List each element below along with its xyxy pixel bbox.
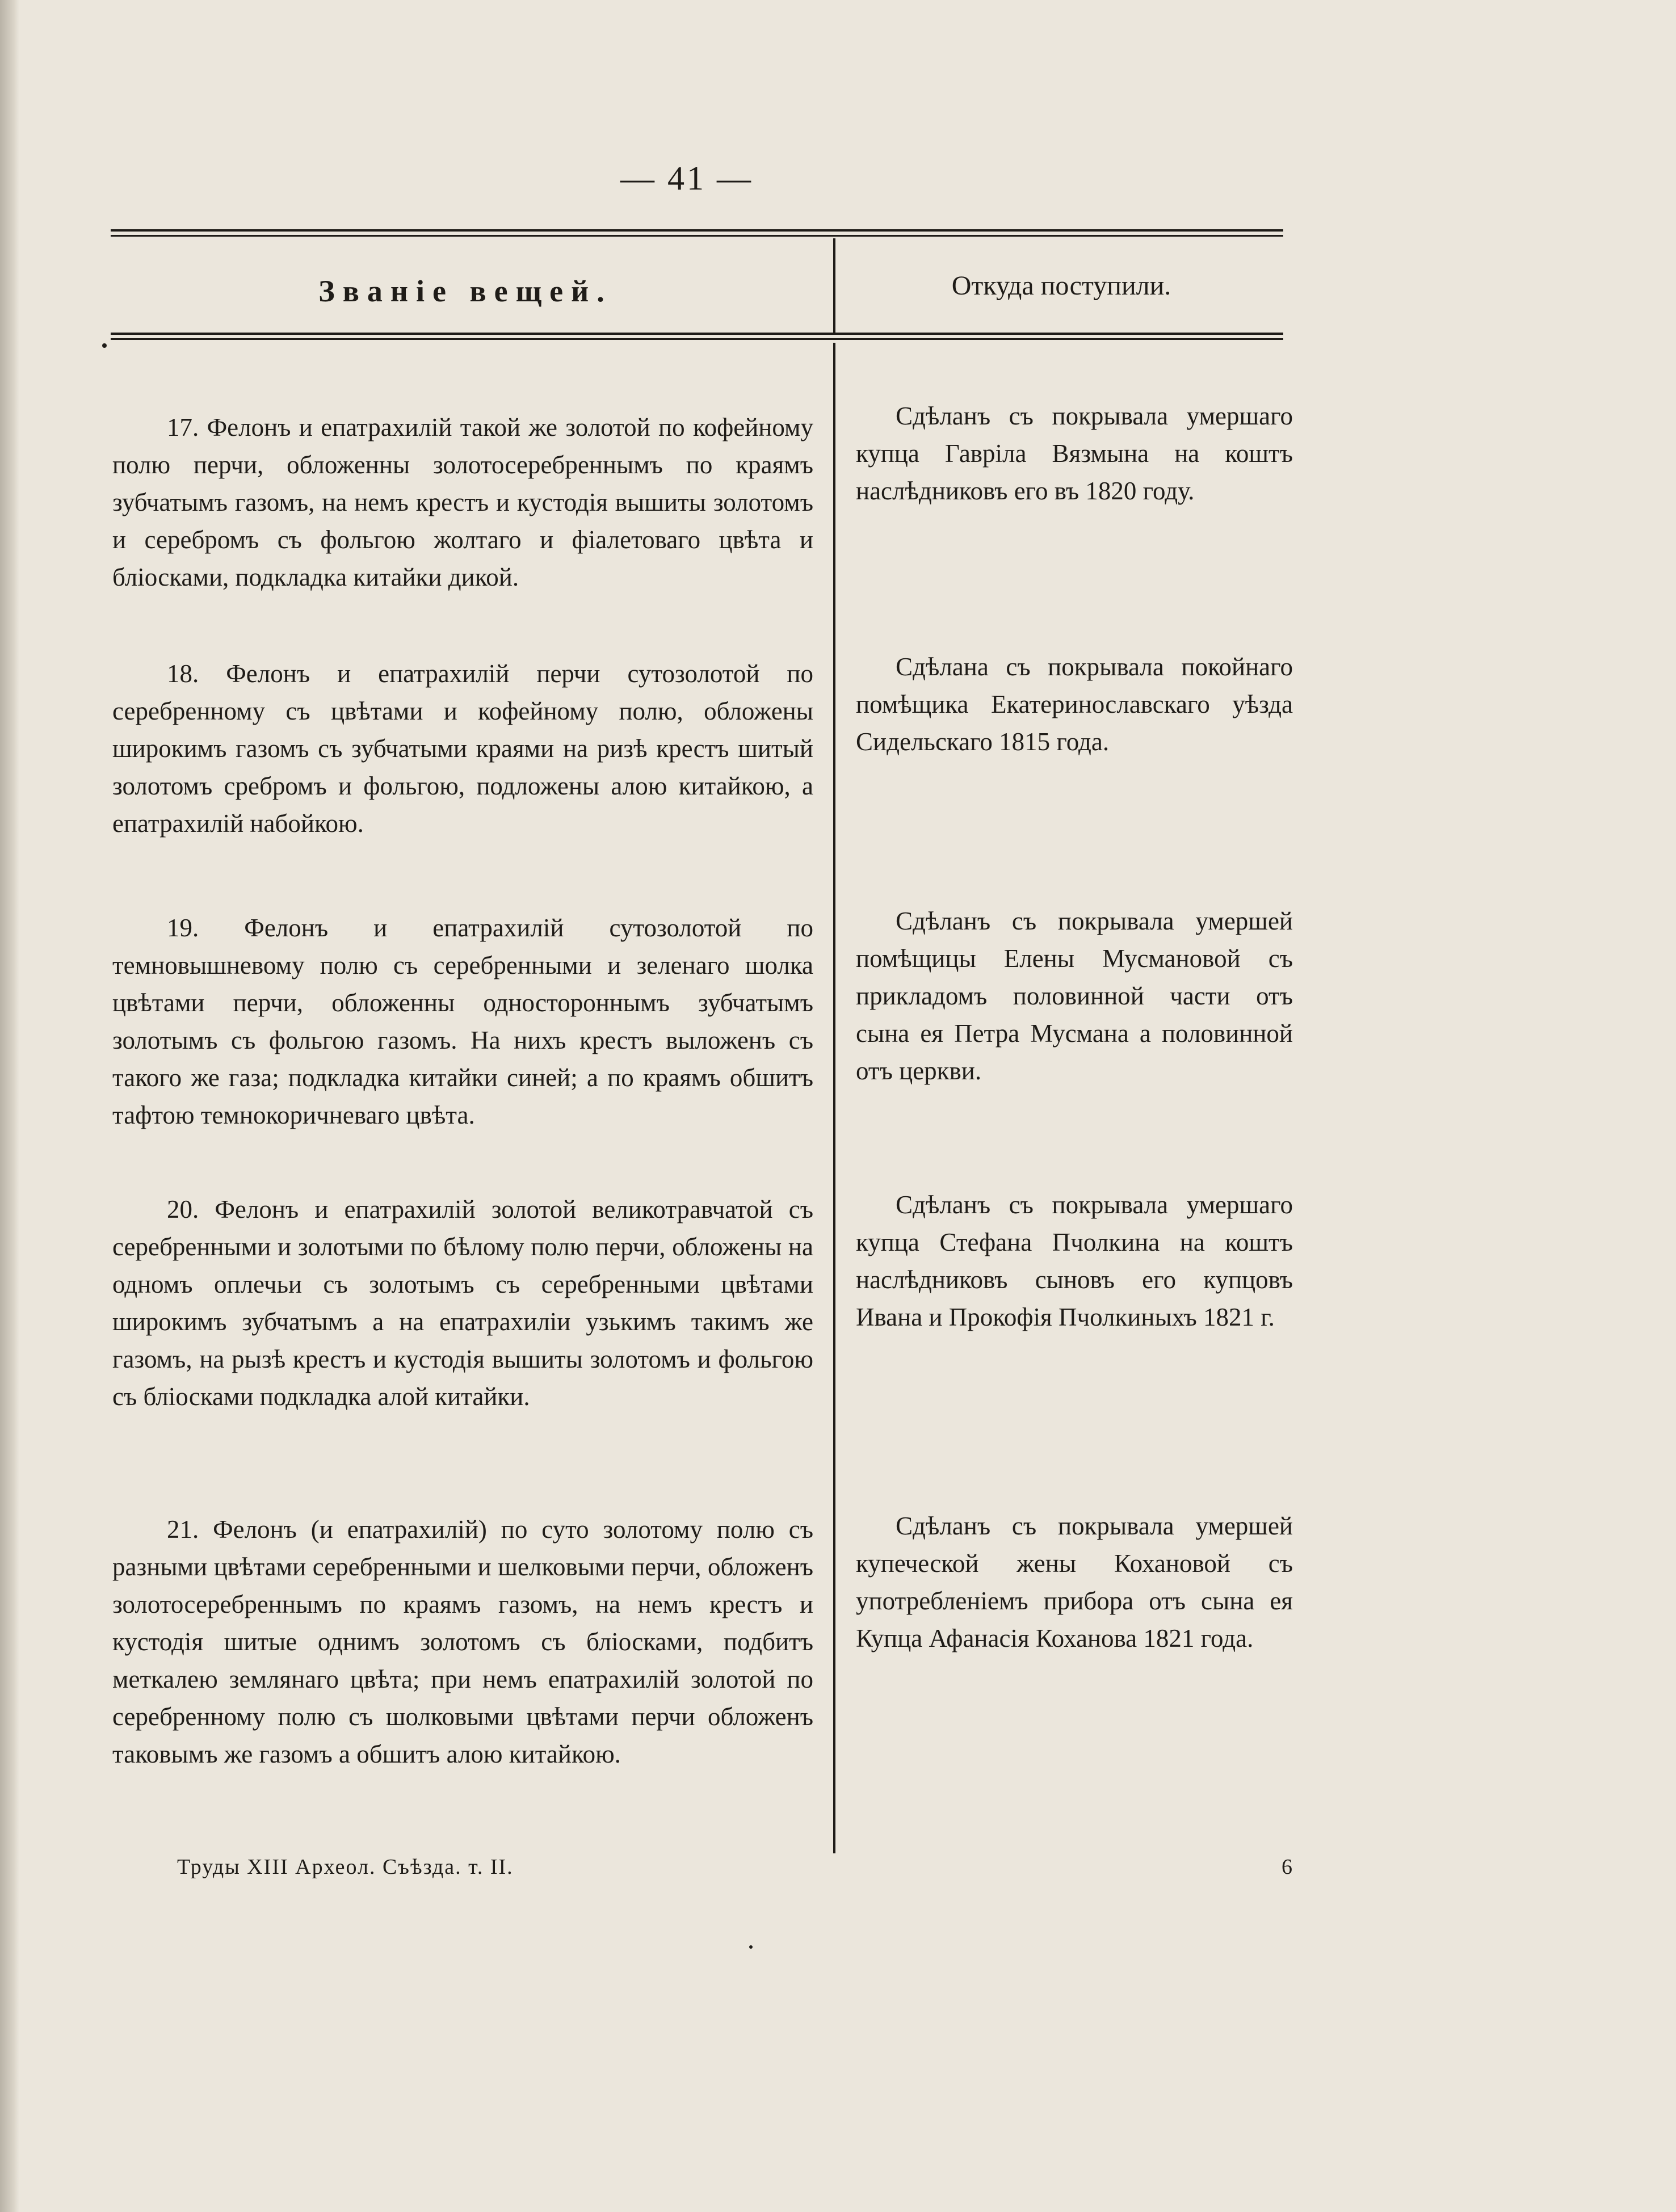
column-divider-body bbox=[833, 343, 835, 1853]
ink-speck bbox=[102, 343, 107, 348]
column-header-source: Откуда поступили. bbox=[951, 271, 1171, 301]
header-top-rule bbox=[111, 229, 1283, 237]
entry-19-source: Сдѣланъ съ покрывала умершей помѣщицы Елены Мусмановой съ прикладомъ половинной части отъ сына ея Петра Мусмана а половинной отъ церкви. bbox=[856, 907, 1293, 1085]
column-header-items: Званіе вещей. bbox=[318, 274, 612, 308]
page-edge-shadow bbox=[0, 0, 19, 2212]
header-bottom-rule bbox=[111, 333, 1283, 340]
column-divider-header bbox=[833, 238, 835, 335]
page-number: — 41 — bbox=[620, 159, 753, 197]
entry-18-item: 18. Фелонъ и епатрахилій перчи сутозолотой по серебренному съ цвѣтами и кофейному полю, обложены широкимъ газомъ съ зубчатыми краями на ризѣ крестъ шитый золотомъ сребромъ и фольгою, подложены алою китайкою, а епатрахилій набойкою. bbox=[112, 659, 813, 838]
entry-17-item: 17. Фелонъ и епатрахилій такой же золотой по кофейному полю перчи, обложенны золотосеребреннымъ по краямъ зубчатымъ газомъ, на немъ крестъ и кустодія вышиты золотомъ и серебромъ съ фольгою жолтаго и фіалетоваго цвѣта и бліосками, подкладка китайки дикой. bbox=[112, 413, 813, 591]
entry-20-item: 20. Фелонъ и епатрахилій золотой великотравчатой съ серебренными и золотыми по бѣлому полю перчи, обложены на одномъ оплечьи съ золотымъ съ серебренными цвѣтами широкимъ зубчатымъ а на епатрахиліи узькимъ такимъ же газомъ, на рызѣ крестъ и кустодія вышиты золотомъ и фольгою съ бліосками подкладка алой китайки. bbox=[112, 1195, 813, 1411]
entry-20-source: Сдѣланъ съ покрывала умершаго купца Стефана Пчолкина на коштъ наслѣдниковъ сыновъ его купцовъ Ивана и Прокофія Пчолкиныхъ 1821 г. bbox=[856, 1191, 1293, 1331]
footer-signature: Труды XIII Археол. Съѣзда. т. II. bbox=[177, 1855, 514, 1879]
entry-17-source: Сдѣланъ съ покрывала умершаго купца Гавріла Вязмына на коштъ наслѣдниковъ его въ 1820 году. bbox=[856, 402, 1293, 505]
entry-18-source: Сдѣлана съ покрывала покойнаго помѣщика Екатеринославскаго уѣзда Сидельскаго 1815 года. bbox=[856, 653, 1293, 756]
entry-21-item: 21. Фелонъ (и епатрахилій) по суто золотому полю съ разными цвѣтами серебренными и шелковыми перчи, обложенъ золотосеребреннымъ по краямъ газомъ, на немъ крестъ и кустодія шитые однимъ золотомъ съ бліосками, подбитъ меткалею землянаго цвѣта; при немъ епатрахилій золотой по серебренному полю съ шолковыми цвѣтами перчи обложенъ таковымъ же газомъ а обшитъ алою китайкою. bbox=[112, 1515, 813, 1768]
ink-speck bbox=[749, 1945, 753, 1949]
entry-21-source: Сдѣланъ съ покрывала умершей купеческой жены Кохановой съ употребленіемъ прибора отъ сына ея Купца Афанасія Коханова 1821 года. bbox=[856, 1512, 1293, 1652]
footer-sheet-mark: 6 bbox=[1282, 1855, 1292, 1879]
entry-19-item: 19. Фелонъ и епатрахилій сутозолотой по темновышневому полю съ серебренными и зеленаго шолка цвѣтами перчи, обложенны одностороннымъ зубчатымъ золотымъ съ фольгою газомъ. На нихъ крестъ выложенъ съ такого же газа; подкладка китайки синей; а по краямъ обшитъ тафтою темнокоричневаго цвѣта. bbox=[112, 914, 813, 1129]
